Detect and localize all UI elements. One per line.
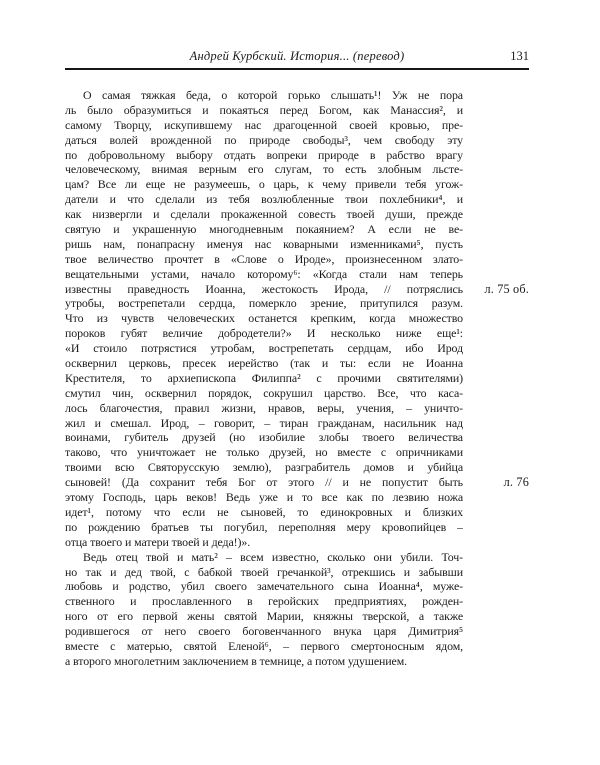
text-line: как низвергли и сделали прокаженной совесть твоей души, прежде [65,207,463,222]
text-line: таково, что уничтожает не только друзей, но вместе с опричниками [65,445,463,460]
text-line: утробы, вострепетали сердца, померкло зрение, притупился разум. [65,296,463,311]
text-line: осквернил церковь, пресек иерейство (так и ты: если не Иоанна [65,356,463,371]
text-line: сыновей! (Да сохранит тебя Бог от этого // и не попустит быть [65,475,463,490]
text-line: любовь и родство, убил своего замечательного сына Иоанна⁴, муже- [65,579,463,594]
text-line: по добровольному выбору отдать вопреки природе в рабство врагу [65,147,463,162]
text-line: твое величество прочтет в «Слове о Ироде», произнесенном злато- [65,251,463,266]
text-line: «И стоило потрястися утробам, вострепетать сердцам, ибо Ирод [65,341,463,356]
text-line: Что из чувств человеческих останется крепким, когда множество [65,311,463,326]
folio-margin-note: л. 75 об. [484,281,529,296]
text-line: отца твоего и матери твоей и деда!)». [65,534,251,549]
text-line: Ведь отец твой и мать² – всем известно, сколько они убили. Точ- [83,549,463,564]
text-line: О самая тяжкая беда, о которой горько слышать¹! Уж не пора [83,88,463,102]
text-line: родившегося от него своего боговенчанного внука царя Димитрия⁵ [65,624,463,639]
text-line: самому Творцу, искупившему нас драгоценной своей кровью, пре- [65,117,463,132]
text-line: ного от его первой жены святой Марии, княжны тверской, а также [65,609,463,624]
folio-margin-note: л. 76 [503,475,529,490]
text-line: воинами, губитель друзей (но изобилие злобы твоего величества [65,430,463,445]
text-line: даться волей врожденной по природе свободы³, чем свободу эту [65,132,463,147]
header-rule [65,68,529,70]
text-line: датели и что сделали из тебя возлюбленные твои похлебники⁴, и [65,192,463,207]
text-line: этому Господь, царь веков! Ведь уже и то все как по лезвию ножа [65,490,463,505]
running-title: Андрей Курбский. История... (перевод) [189,49,405,63]
text-line: пороков губят величие добродетели?» И несколько ниже еще¹: [65,326,463,341]
text-line: по рождению братьев ты погубил, переполняя меру кровопийцев – [65,519,463,534]
text-line: твоими всю Святорусскую землю), разграбитель домов и убийца [65,460,463,475]
text-line: святую и украшенную многодневным покаянием? А если не ве- [65,222,463,237]
text-line: но так и дед твой, с бабкой твоей гречанкой³, отрекшись и забывши [65,564,463,579]
text-block [65,88,529,669]
text-line: идет¹, потому что если не сыновей, то единокровных и близких [65,504,463,519]
text-line: а второго многолетним заключением в темнице, а потом удушением. [65,653,408,668]
running-head [65,48,529,64]
text-line: человеческому, внимая верным его слугам, то есть злобным льсте- [65,162,463,177]
text-line: Крестителя, то архиепископа Филиппа² с прочими святителями) [65,370,463,385]
text-line: вещательными устами, начало которому⁶: «Когда стали нам теперь [65,266,463,281]
text-line: жил и смешал. Ирод, – говорит, – тиран гражданам, насильник над [65,415,463,430]
text-line: ришь нам, понапрасну именуя нас коварными изменниками⁵, пусть [65,236,463,251]
text-line: смутил чин, осквернил порядок, сокрушил царство. Все, что каса- [65,385,463,400]
text-lines [65,88,463,669]
text-line: вместе с матерью, святой Еленой⁶, – первого смертоносным ядом, [65,638,463,653]
text-line: цам? Все ли еще не разумеешь, о царь, к чему привели тебя угож- [65,177,463,192]
page-number: 131 [510,49,529,63]
text-line: известны праведность Иоанна, жестокость Ирода, // потряслись [65,281,463,296]
text-line: ль было образумиться и покаяться перед Богом, как Манассия², и [65,102,463,117]
text-line: лось благочестия, правил жизни, нравов, веры, учения, – уничто- [65,400,463,415]
text-line: ственного и прославленного в геройских предприятиях, рожден- [65,594,463,609]
